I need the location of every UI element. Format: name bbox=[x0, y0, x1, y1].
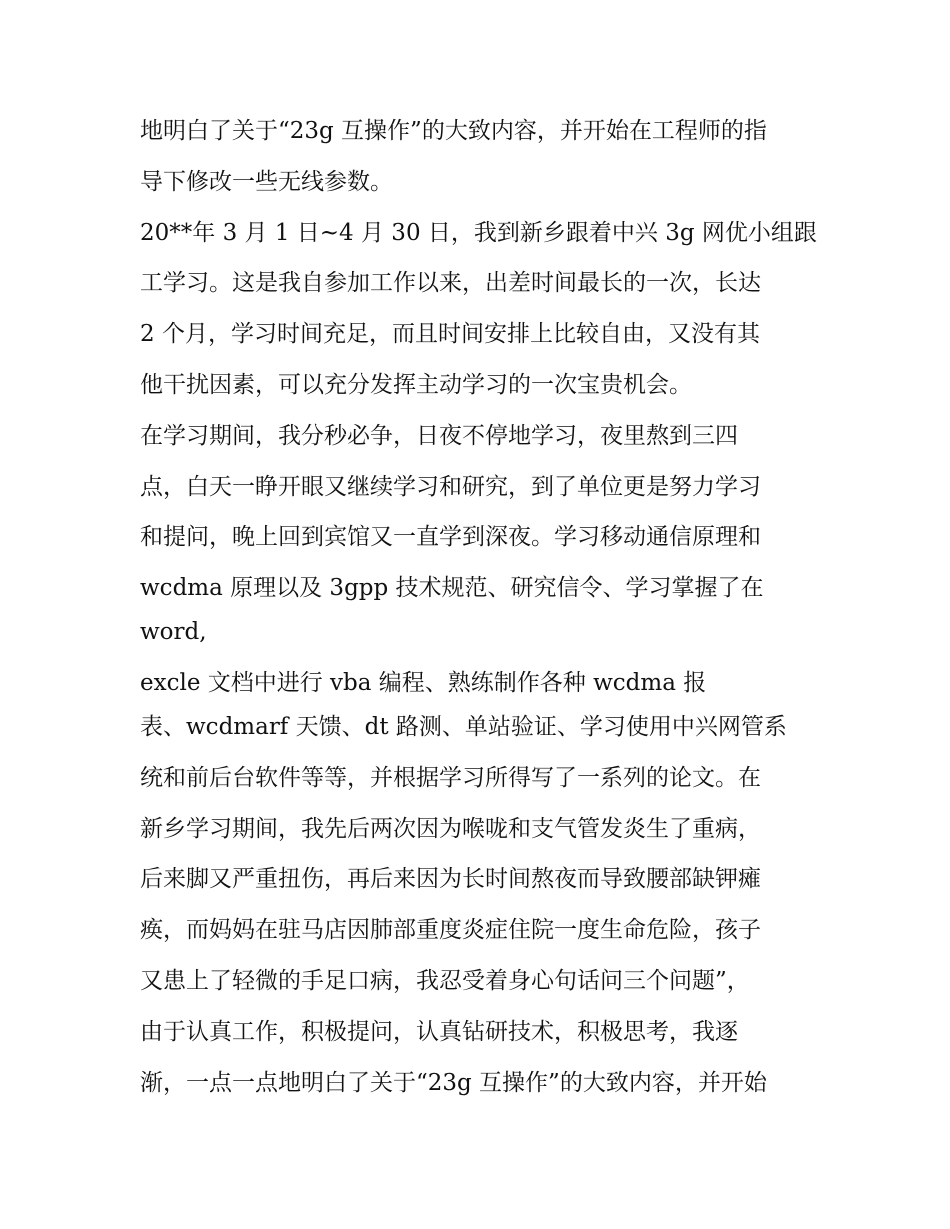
text-line: 表、wcdmarf 天馈、dt 路测、单站验证、学习使用中兴网管系 bbox=[140, 713, 787, 740]
text-line: 统和前后台软件等等，并根据学习所得写了一系列的论文。在 bbox=[140, 764, 761, 791]
text-line: 20**年 3 月 1 日~4 月 30 日，我到新乡跟着中兴 3g 网优小组跟 bbox=[140, 219, 817, 246]
text-line: 由于认真工作，积极提问，认真钻研技术，积极思考，我逐 bbox=[140, 1018, 738, 1045]
text-line: 在学习期间，我分秒必争，日夜不停地学习，夜里熬到三四 bbox=[140, 422, 738, 449]
text-line: 新乡学习期间，我先后两次因为喉咙和支气管发炎生了重病， bbox=[140, 815, 761, 842]
text-line: 后来脚又严重扭伤，再后来因为长时间熬夜而导致腰部缺钾瘫 bbox=[140, 866, 761, 893]
text-line: 又患上了轻微的手足口病，我忍受着身心句话问三个问题”， bbox=[140, 967, 750, 994]
text-line: 和提问，晚上回到宾馆又一直学到深夜。学习移动通信原理和 bbox=[140, 524, 761, 551]
text-line: 2 个月，学习时间充足，而且时间安排上比较自由，又没有其 bbox=[140, 321, 760, 348]
text-line: 地明白了关于“23g 互操作”的大致内容，并开始在工程师的指 bbox=[140, 118, 767, 144]
text-line: 点，白天一睁开眼又继续学习和研究，到了单位更是努力学习 bbox=[140, 473, 761, 500]
text-line: 他干扰因素，可以充分发挥主动学习的一次宝贵机会。 bbox=[140, 371, 692, 398]
text-line: word, bbox=[140, 619, 207, 646]
text-line: 工学习。这是我自参加工作以来，出差时间最长的一次，长达 bbox=[140, 270, 761, 297]
text-line: 渐，一点一点地明白了关于“23g 互操作”的大致内容，并开始 bbox=[140, 1069, 767, 1096]
text-line: 导下修改一些无线参数。 bbox=[140, 168, 393, 195]
text-line: excle 文档中进行 vba 编程、熟练制作各种 wcdma 报 bbox=[140, 669, 707, 696]
document-body bbox=[140, 106, 820, 1108]
text-line: 痪，而妈妈在驻马店因肺部重度炎症住院一度生命危险，孩子 bbox=[140, 917, 761, 944]
text-line: wcdma 原理以及 3gpp 技术规范、研究信令、学习掌握了在 bbox=[140, 575, 764, 602]
